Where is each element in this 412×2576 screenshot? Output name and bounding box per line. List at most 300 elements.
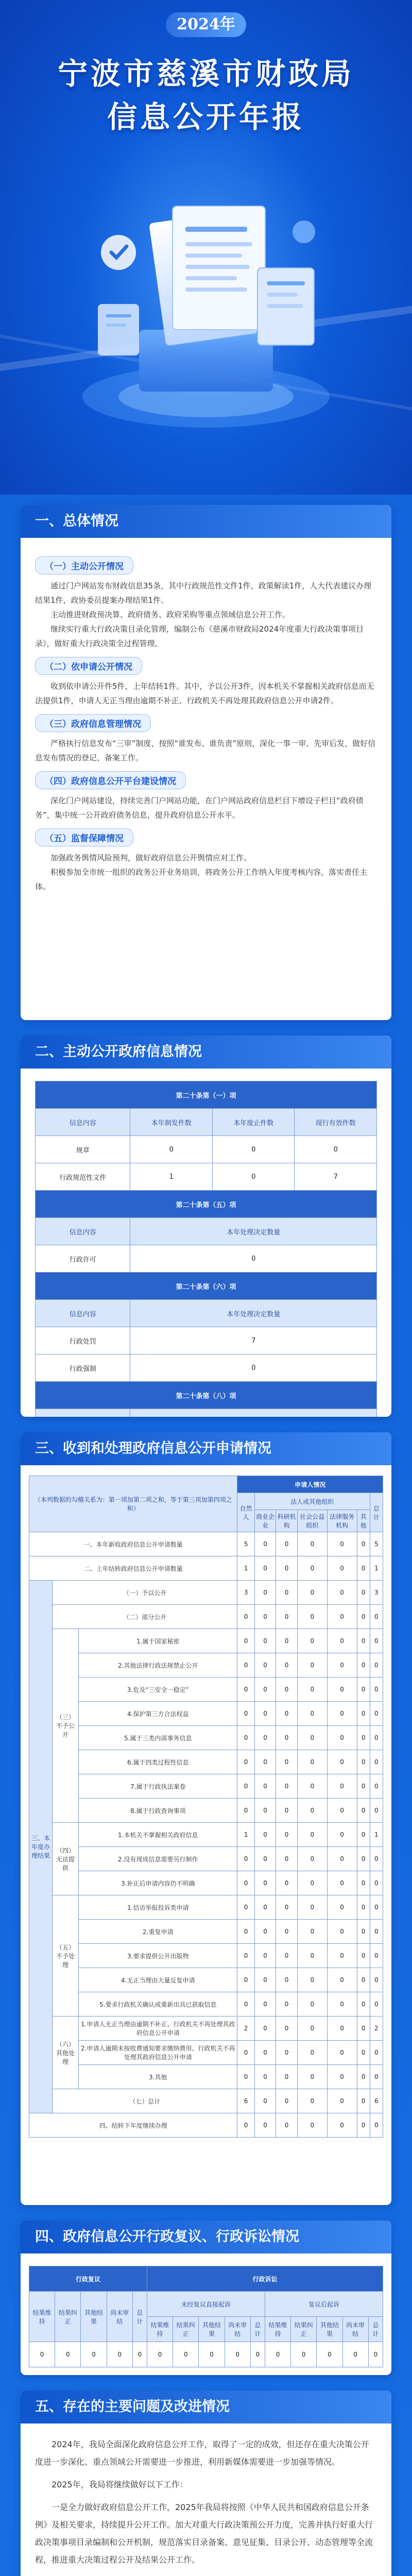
table-row [36,1218,377,1245]
section-title: 二、主动公开政府信息情况 [21,1036,391,1069]
table-cell: 0 [368,2342,383,2367]
table-cell: 0 [237,2065,254,2089]
report-title-line2: 信息公开年报 [107,99,305,134]
table-cell: 复议后起诉 [265,2292,383,2317]
table-cell: 0 [276,1605,298,1629]
table-cell: 0 [276,1799,298,1823]
table-cell: 信息内容 [36,1300,130,1327]
table-cell: （七）总计 [53,2089,237,2113]
table-cell: 0 [130,1245,377,1273]
table-cell: 0 [357,1750,370,1774]
table-cell: 0 [327,2016,357,2041]
table-cell: 2 [237,2016,254,2041]
table-cell: 0 [357,1799,370,1823]
table-cell: 0 [276,1968,298,1992]
table-cell: 0 [237,1968,254,1992]
table-cell: 0 [130,1354,377,1382]
table-cell: 3.其他 [79,2065,237,2089]
table-cell: 3.危及“三安全一稳定” [79,1677,237,1702]
table-cell: 0 [357,1629,370,1653]
table-cell: 0 [327,1629,357,1653]
table-cell: 0 [276,1847,298,1871]
table-cell: 行政规范性文件 [36,1163,130,1191]
table-cell: 3.要求提供公开出版物 [79,1944,237,1968]
table-cell: 0 [370,1920,383,1944]
table-row [29,2041,383,2065]
table-cell: 1.申请人无正当理由逾期不补正、行政机关不再处理其政府信息公开申请 [79,2016,237,2041]
table-cell: 2.没有现成信息需要另行制作 [79,1847,237,1871]
table-cell: 总计 [132,2292,147,2342]
table-cell: 0 [370,1726,383,1750]
table-cell: 0 [357,1677,370,1702]
table-cell: 社会公益组织 [297,1510,327,1532]
table-cell: 0 [357,1581,370,1605]
table-cell: 0 [276,1895,298,1920]
table-cell: （本列数据的勾稽关系为：第一项加第二项之和，等于第三项加第四项之和） [29,1476,237,1532]
proactive-disclosure-tables [21,1069,391,1417]
table-cell: 0 [357,2113,370,2138]
table-cell: 0 [81,2342,107,2367]
table-cell: 0 [254,1750,276,1774]
paragraph: 继续实行重大行政决策目录化管理，编制公布《慈溪市财政局2024年度重大行政决策事项目录》，做好重大行政决策全过程管理。 [35,624,364,648]
table-cell: 0 [370,1944,383,1968]
table-cell: 0 [297,1581,327,1605]
table-cell: 0 [297,1532,327,1556]
table-cell: 0 [276,1726,298,1750]
table-cell: 3 [237,1581,254,1605]
table-row [36,1354,377,1382]
table-row [29,1605,383,1629]
table-row [36,1109,377,1136]
table-cell: 0 [237,1750,254,1774]
table-cell: 6 [370,2089,383,2113]
table-cell: 0 [276,1774,298,1799]
table-cell: 1 [237,1556,254,1581]
table-cell: 0 [297,1992,327,2016]
table-row [29,1799,383,1823]
table-cell: 0 [212,1163,295,1191]
table-row [29,1774,383,1799]
paragraph: 2024年，我局全面深化政府信息公开工作，取得了一定的成效，但还存在重大决策公开度进一步深化、重点领域公开需要进一步推进，利用新媒体需要进一步加强等情况。 [35,2439,369,2467]
section-title: 五、存在的主要问题及改进情况 [21,2391,391,2424]
table-cell: 0 [357,1871,370,1895]
table-cell: 0 [276,1556,298,1581]
paragraph: 2025年，我局将继续做好以下工作： [52,2480,188,2489]
table-cell: 5.要求行政机关确认或重新出具已获取信息 [79,1992,237,2016]
table-cell: 其他结果 [81,2292,107,2342]
table-cell: 5 [237,1532,254,1556]
table-cell: 0 [327,1944,357,1968]
table-cell: 法人或其他组织 [254,1493,370,1510]
table-cell: 0 [327,1702,357,1726]
table-row [29,2065,383,2089]
table-cell: 2.申请人逾期未按收费通知要求缴纳费用、行政机关不再处理其政府信息公开申请 [79,2041,237,2065]
table-cell: 本年处理决定数量 [130,1300,377,1327]
table-cell: 0 [297,1774,327,1799]
table-row [36,1273,377,1300]
table-cell: 0 [55,2342,81,2367]
table-cell: 0 [254,1920,276,1944]
paragraph: 积极参加全市统一组织的政务公开业务培训，将政务公开工作纳入年度考核内容，落实责任主体。 [35,868,368,891]
table-cell: 尚未审结 [225,2317,250,2342]
table-cell: 结果维持 [265,2317,290,2342]
table-cell: 总计 [368,2317,383,2342]
table-row [29,1653,383,1677]
table-cell: 0 [237,1847,254,1871]
table-cell: 0 [327,1895,357,1920]
table-cell: 行政复议 [29,2266,147,2292]
table-cell: 0 [357,2041,370,2065]
table-cell: 0 [327,1677,357,1702]
table-cell: 四、结转下年度继续办理 [29,2113,237,2138]
table-cell: 商业企业 [254,1510,276,1532]
table-cell: 6.属于四类过程性信息 [79,1750,237,1774]
table-row [29,2342,383,2367]
table-cell: 0 [327,1871,357,1895]
table-cell: 申请人情况 [237,1476,383,1493]
table-cell: （四）无法提供 [53,1823,79,1895]
table-cell [130,1409,377,1417]
table-cell: 0 [254,2041,276,2065]
table-cell: 0 [254,1702,276,1726]
table-cell: 其他结果 [317,2317,342,2342]
table-cell: 0 [357,1726,370,1750]
table-cell: 三、本年度办理结果 [29,1581,53,2113]
section-review-lawsuit [21,2221,391,2375]
table-cell: 0 [276,2065,298,2089]
table-cell: 0 [132,2342,147,2367]
table-cell: 0 [357,1944,370,1968]
subsection-label: （四）政府信息公开平台建设情况 [35,771,186,789]
table-cell: 5 [370,1532,383,1556]
table-cell: 0 [254,1629,276,1653]
table-cell: 0 [327,1774,357,1799]
table-cell: 0 [212,1136,295,1163]
table-cell: 0 [254,1895,276,1920]
documents-illustration-icon [62,155,350,443]
table-cell: 0 [357,1653,370,1677]
proactive-table [35,1081,377,1417]
section-title: 三、收到和处理政府信息公开申请情况 [21,1432,391,1465]
table-cell: 0 [357,1774,370,1799]
table-cell: 0 [370,2065,383,2089]
table-cell: 0 [327,2089,357,2113]
table-row [29,1895,383,1920]
paragraph: 收到依申请公开件5件，上年结转1件。其中，予以公开3件，因本机关不掌握相关政府信息而无法提供1件，申请人无正当理由逾期不补正、行政机关不再处理其政府信息公开申请2件。 [35,682,374,705]
table-cell: 0 [237,1895,254,1920]
table-cell: 第二十条第（八）项 [36,1382,377,1409]
table-cell: 0 [254,1871,276,1895]
table-cell: 0 [276,1944,298,1968]
table-cell: 0 [357,1968,370,1992]
table-row [36,1409,377,1417]
table-cell: 1.本机关不掌握相关政府信息 [79,1823,237,1847]
table-cell: 0 [254,1532,276,1556]
table-cell: 0 [276,1871,298,1895]
table-cell: 1 [130,1163,213,1191]
table-cell: 0 [357,1605,370,1629]
table-cell: 0 [297,2113,327,2138]
table-cell: 0 [370,1847,383,1871]
table-cell: 法律服务机构 [327,1510,357,1532]
table-cell: 0 [297,1629,327,1653]
table-cell: 现行有效件数 [295,1109,377,1136]
table-cell: 第二十条第（六）项 [36,1273,377,1300]
table-cell: 0 [370,1895,383,1920]
table-cell: 0 [297,1968,327,1992]
table-cell: 0 [276,1629,298,1653]
table-cell: 0 [237,1653,254,1677]
table-cell: 0 [237,1871,254,1895]
table-cell: 0 [254,1992,276,2016]
table-cell: 0 [254,2089,276,2113]
table-cell: 0 [327,1847,357,1871]
table-row [36,1191,377,1218]
table-cell: 0 [276,1992,298,2016]
table-cell: 二、上年结转政府信息公开申请数量 [29,1556,237,1581]
table-row [29,1532,383,1556]
table-cell: 结果纠正 [55,2292,81,2342]
table-row [29,1871,383,1895]
table-cell: 0 [370,2113,383,2138]
table-cell: 结果纠正 [173,2317,199,2342]
review-lawsuit-table [29,2266,383,2367]
table-cell: 0 [370,1774,383,1799]
table-cell: 0 [357,1992,370,2016]
table-cell: 0 [370,1702,383,1726]
table-cell: 尚未审结 [342,2317,368,2342]
table-cell: 0 [370,1605,383,1629]
table-cell: 0 [327,1968,357,1992]
application-table [29,1476,383,2138]
table-cell: 0 [237,1920,254,1944]
table-cell: 0 [276,1653,298,1677]
section-title: 一、总体情况 [21,505,391,538]
table-cell: 尚未审结 [107,2292,132,2342]
table-cell: 0 [357,1702,370,1726]
table-cell: 0 [276,1581,298,1605]
problems-body [21,2424,391,2576]
table-row [36,1163,377,1191]
paragraph: 加强政务舆情风险预判，做好政府信息公开舆情应对工作。 [50,853,252,862]
table-row [29,1847,383,1871]
table-row [29,1944,383,1968]
overview-body [21,538,391,906]
table-row [29,2113,383,2138]
table-cell: 0 [327,1920,357,1944]
table-cell: 总计 [250,2317,265,2342]
year-badge: 2024年 [166,12,246,37]
table-cell: 0 [237,1677,254,1702]
table-cell: 0 [342,2342,368,2367]
paragraph: 一是全力做好政府信息公开工作，2025年我局将按照《中华人民共和国政府信息公开条例》及相关要求，持续提升公开工作。加大对重大行政决策预公开力度，完善并执行好重大行政决策事项目录编制和公开机制，规范落实目录备案、意见征集、目录公开、动态管理等全流程，推进重大决策过程公开及结果公开工作。 [35,2502,373,2565]
table-cell: 2.重复申请 [79,1920,237,1944]
table-cell: 未经复议直接起诉 [147,2292,265,2317]
table-cell: 0 [237,1629,254,1653]
table-cell: 0 [254,1774,276,1799]
table-cell: 0 [199,2342,225,2367]
table-cell: 行政处罚 [36,1327,130,1354]
table-cell: 0 [250,2342,265,2367]
table-row [29,1581,383,1605]
table-cell: 0 [327,2065,357,2089]
table-cell: 0 [357,1556,370,1581]
table-cell: 结果纠正 [291,2317,317,2342]
table-cell: 0 [297,1726,327,1750]
paragraph: 严格执行信息发布“三审”制度，按照“谁发布、谁负责”原则，深化一事一审、先审后发，做好信息发布情况的登记、备案工作。 [35,739,376,762]
table-cell: 0 [297,1653,327,1677]
table-cell: 0 [225,2342,250,2367]
table-cell: 0 [276,1532,298,1556]
section-title: 四、政府信息公开行政复议、行政诉讼情况 [21,2221,391,2253]
table-cell: 0 [297,2089,327,2113]
table-cell: 0 [254,1556,276,1581]
table-cell: 0 [237,2113,254,2138]
table-cell: 0 [357,2016,370,2041]
table-cell: 1 [370,1823,383,1847]
table-cell: 信息内容 [36,1109,130,1136]
table-cell: 0 [254,1944,276,1968]
table-cell: 0 [357,1532,370,1556]
table-row [29,1629,383,1653]
table-cell: 0 [297,2065,327,2089]
table-cell: 0 [370,1799,383,1823]
table-row [29,1476,383,1493]
table-cell: 0 [357,2089,370,2113]
table-cell: 其他结果 [199,2317,225,2342]
table-cell: 0 [297,1871,327,1895]
table-cell: 0 [327,1605,357,1629]
table-cell: 7 [295,1163,377,1191]
table-row [36,1081,377,1109]
table-cell: 0 [254,1799,276,1823]
table-cell: 0 [327,1750,357,1774]
table-cell: 0 [370,2041,383,2065]
table-row [36,1136,377,1163]
table-cell: 总计 [370,1493,383,1532]
table-cell: 0 [327,1799,357,1823]
table-cell: 0 [237,1774,254,1799]
table-cell: 第二十条第（五）项 [36,1191,377,1218]
table-cell: 3 [370,1581,383,1605]
section-proactive-disclosure [21,1036,391,1417]
table-cell: 0 [254,2113,276,2138]
table-cell: 0 [254,1726,276,1750]
table-cell: 0 [327,1823,357,1847]
table-cell: 0 [276,1823,298,1847]
table-row [29,2292,383,2317]
table-cell: 7 [130,1327,377,1354]
table-row [29,1823,383,1847]
subsection-label: （一）主动公开情况 [35,556,133,574]
table-cell: 一、本年新收政府信息公开申请数量 [29,1532,237,1556]
table-cell: （三）不予公开 [53,1629,79,1823]
table-cell: 0 [297,1677,327,1702]
table-cell: 0 [130,1136,213,1163]
subsection-label: （五）监督保障情况 [35,828,133,846]
table-cell: 0 [357,1920,370,1944]
table-row [36,1327,377,1354]
table-cell: 1 [237,1823,254,1847]
report-title-line1: 宁波市慈溪市财政局 [57,56,354,91]
table-cell: 0 [297,1944,327,1968]
table-cell: 0 [327,2041,357,2065]
section-problems-improvements [21,2391,391,2576]
table-cell: 0 [276,2041,298,2065]
table-cell: 0 [237,1992,254,2016]
table-cell: 0 [327,1581,357,1605]
table-row [29,1726,383,1750]
table-cell: 0 [327,1653,357,1677]
banner [0,0,412,495]
table-cell: 3.补正后申请内容仍不明确 [79,1871,237,1895]
subsection-label: （三）政府信息管理情况 [35,714,151,732]
table-cell: 0 [276,1702,298,1726]
table-cell: 0 [297,1920,327,1944]
section-overview [21,505,391,1020]
table-cell: 0 [173,2342,199,2367]
table-cell: 5.属于三类内部事务信息 [79,1726,237,1750]
table-cell: 0 [297,1823,327,1847]
table-cell: 0 [357,1895,370,1920]
table-cell: 0 [370,1992,383,2016]
table-cell: 0 [297,1556,327,1581]
table-cell: 0 [357,2065,370,2089]
table-cell: 0 [297,2041,327,2065]
table-cell: 其他 [357,1510,370,1532]
table-cell: 0 [276,2113,298,2138]
table-cell: 1 [370,1556,383,1581]
table-cell: 行政强制 [36,1354,130,1382]
subsection-label: （二）依申请公开情况 [35,657,142,675]
table-cell: 0 [297,1750,327,1774]
review-lawsuit-table [21,2253,391,2375]
table-cell: 行政许可 [36,1245,130,1273]
table-cell: 0 [237,1726,254,1750]
table-cell: 本年处理决定数量 [130,1218,377,1245]
section-application-handling [21,1432,391,2205]
table-cell: 0 [237,1605,254,1629]
table-cell: 自然人 [237,1493,254,1532]
table-cell: 0 [276,1920,298,1944]
table-row [36,1382,377,1409]
table-cell: 0 [297,1895,327,1920]
table-cell: 信息内容 [36,1218,130,1245]
table-cell: 0 [254,1605,276,1629]
table-cell: 0 [254,1677,276,1702]
table-cell: 0 [370,1871,383,1895]
table-cell: 0 [357,1823,370,1847]
table-cell: 0 [370,1968,383,1992]
table-cell: 0 [357,1847,370,1871]
table-cell: 0 [276,2016,298,2041]
paragraph [35,2574,377,2576]
table-cell: 0 [254,1847,276,1871]
table-row [29,2266,383,2292]
table-cell: 0 [237,1702,254,1726]
table-cell: 本年废止件数 [212,1109,295,1136]
table-cell: 6 [237,2089,254,2113]
table-cell: 2 [370,2016,383,2041]
table-cell: 0 [297,1799,327,1823]
table-row [29,1556,383,1581]
table-cell: （五）不予处理 [53,1895,79,2016]
table-cell: 本年制发件数 [130,1109,213,1136]
table-cell: 0 [276,2089,298,2113]
table-row [36,1245,377,1273]
table-row [29,1702,383,1726]
table-cell: 0 [327,1556,357,1581]
